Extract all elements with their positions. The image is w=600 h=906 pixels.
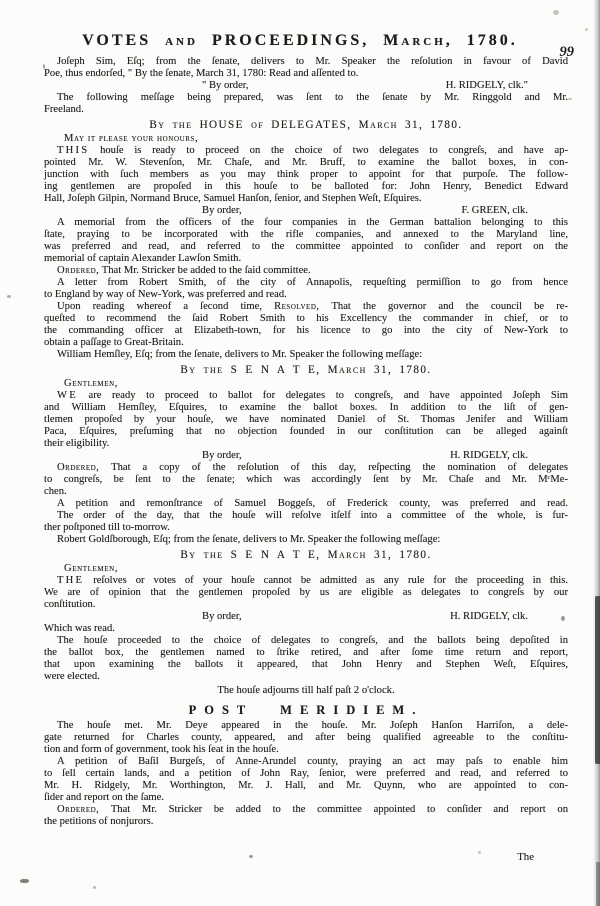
text-line: conſtitution. [44, 599, 96, 610]
text-line: The following meſſage being prepared, was ſent to the ſenate by Mr. Ringgold and Mr. [57, 92, 568, 103]
text-line: the ballot box, the gentlemen named to ſtrike retired, and after ſome time return and report, [44, 647, 568, 658]
scan-speck [585, 28, 588, 31]
text-line: their eligibility. [44, 438, 110, 449]
scan-speck [7, 295, 11, 298]
text-line: tion and form of government, took his ſeat in the houſe. [44, 744, 279, 755]
spaced-lead-word: THIS [57, 145, 90, 156]
text-line: the petitions of nonjurors. [44, 816, 154, 827]
document-body [44, 56, 568, 828]
text-line: the commanding officer at Elizabeth-town, for his licence to go into the city of New-York to [44, 325, 568, 336]
small-caps-word: Ordered, [57, 804, 100, 815]
clerk-signature: H. RIDGELY, clk. [450, 611, 528, 622]
text-line: THIS houſe is ready to proceed on the choice of two delegates to congreſs, and have ap- [57, 145, 568, 156]
by-order-label: By order, [202, 205, 242, 216]
text-line: to ſell certain lands, and a petition of John Ray, ſenior, were preferred and read, and referred to [44, 768, 568, 779]
text-line: tlemen propoſed by your houſe, we have nominated Daniel of St. Thomas Jenifer and William [44, 414, 568, 425]
scan-speck [561, 616, 565, 621]
text-line: ſider and report on the ſame. [44, 792, 165, 803]
text-line: gate returned for Charles county, appeared, and after being qualified agreeable to the conſtitu- [44, 732, 568, 743]
text-line: memorial of captain Alexander Lawſon Smith. [44, 253, 242, 264]
page-edge-shadow [593, 0, 600, 906]
scan-speck [478, 851, 481, 854]
text-line: Gentlemen, [64, 563, 119, 574]
text-line: By the S E N A T E, March 31, 1780. [180, 549, 432, 561]
page-number: 99 [559, 44, 574, 60]
text-line: THE reſolves or votes of your houſe cannot be admitted as any rule for the proceeding in this. [57, 575, 568, 586]
text-line: The order of the day, that the houſe will reſolve itſelf into a committee of the whole, is fur- [57, 510, 568, 521]
text-line: and William Hemſley, Eſquires, to examine the ballot boxes. In addition to the liſt of gen- [44, 402, 568, 413]
clerk-signature: H. RIDGELY, clk. [450, 450, 528, 461]
attestation-line [44, 611, 568, 623]
text-line: were elected. [44, 671, 100, 682]
scan-speck [249, 855, 253, 858]
small-caps-word: Ordered, [57, 462, 100, 473]
page-title: VOTES and PROCEEDINGS, March, 1780. [82, 32, 518, 49]
text-line: By the S E N A T E, March 31, 1780. [180, 364, 432, 376]
text-line: queſted to recommend the ſaid Robert Smith to his Excellency the commander in chief, or to [44, 313, 568, 324]
text-line: Hall, Joſeph Gilpin, Normand Bruce, Samuel Hanſon, ſenior, and Stephen Weſt, Eſquires. [44, 193, 422, 204]
text-line: WE are ready to proceed to ballot for delegates to congreſs, and have appointed Joſeph Sim [57, 390, 568, 401]
scan-gutter-mark-bottom [596, 862, 600, 906]
by-order-label: By order, [202, 611, 242, 622]
attestation-line [44, 205, 568, 217]
small-caps-word: Ordered, [57, 265, 100, 276]
text-line: Gentlemen, [64, 378, 119, 389]
text-line: to congreſs, be ſent to the ſenate; which was accordingly ſent by Mr. Chaſe and Mr. MᶜMe- [44, 474, 568, 485]
text-line: We are of opinion that the gentlemen propoſed by us are eligible as delegates to congreſs by our [44, 587, 568, 598]
text-line: The houſe adjourns till half paſt 2 o'clock. [217, 685, 395, 696]
attestation-line [44, 450, 568, 462]
page-header [0, 32, 600, 50]
text-line: Ordered, That Mr. Stricker be added to the committee appointed to conſider and report on [57, 804, 568, 815]
text-line: chen. [44, 486, 67, 497]
text-line: A petition and remonſtrance of Samuel Boggeſs, of Frederick county, was preferred and read. [57, 498, 568, 509]
text-line: ing gentlemen are propoſed in this houſe to be balloted for: John Henry, Benedict Edward [44, 181, 568, 192]
text-line: A letter from Robert Smith, of the city of Annapolis, requeſting permiſſion to go from hence [57, 277, 568, 288]
text-line: By the HOUSE of DELEGATES, March 31, 1780. [149, 119, 463, 131]
catchword: The [517, 851, 534, 863]
clerk-signature: F. GREEN, clk. [461, 205, 528, 216]
scan-speck [553, 10, 559, 15]
scan-speck [43, 64, 45, 69]
scan-speck [20, 879, 29, 883]
text-line: A memorial from the officers of the four companies in the German battalion belonging to this [57, 217, 568, 228]
text-line: Joſeph Sim, Eſq; from the ſenate, delivers to Mr. Speaker the reſolution in favour of David [57, 56, 568, 67]
text-line: William Hemſley, Eſq; from the ſenate, delivers to Mr. Speaker the following meſſage: [57, 349, 423, 360]
text-line: Upon reading whereof a ſecond time, Resolved, That the governor and the council be re- [57, 301, 568, 312]
text-line: to England by way of New-York, was preferred and read. [44, 289, 287, 300]
text-line: junction with ſuch members as you may think proper to appoint for that purpoſe. The follow- [44, 169, 568, 180]
text-line: ther poſtponed till to-morrow. [44, 522, 170, 533]
text-line: Robert Goldſborough, Eſq; from the ſenate, delivers to Mr. Speaker the following meſſage: [57, 534, 441, 545]
text-line: was preferred and read, and referred to the committee appointed to conſider and report on the [44, 241, 568, 252]
by-order-label: By order, [202, 450, 242, 461]
attestation-line [44, 80, 568, 92]
text-line: pointed Mr. W. Stevenſon, Mr. Chaſe, and Mr. Bruff, to examine the ballot boxes, in con- [44, 157, 568, 168]
text-line: Mr. H. Ridgely, Mr. Worthington, Mr. J. Hall, and Mr. Quynn, who are appointed to con- [44, 780, 568, 791]
text-line: Ordered, That a copy of the reſolution of this day, reſpecting the nomination of delegates [57, 462, 568, 473]
scan-speck [93, 886, 96, 889]
spaced-lead-word: WE [57, 390, 78, 401]
text-line: that upon examining the ballots it appeared, that John Henry and Stephen Weſt, Eſquires, [44, 659, 568, 670]
text-line: Poe, thus endorſed, " By the ſenate, March 31, 1780: Read and aſſented to. [44, 68, 359, 79]
text-line: ſtate, praying to be incorporated with the rifle companies, and annexed to the Maryland line, [44, 229, 568, 240]
text-line: Paca, Eſquires, preſuming that no objection founded in our conſtitution can be alleged againſt [44, 426, 568, 437]
clerk-signature: H. RIDGELY, clk." [445, 80, 528, 91]
text-line: Freeland. [44, 104, 84, 115]
text-line: May it please your honours, [64, 133, 199, 144]
text-line: obtain a paſſage to Great-Britain. [44, 337, 184, 348]
text-line: The houſe met. Mr. Deye appeared in the houſe. Mr. Joſeph Hanſon Harriſon, a dele- [57, 720, 568, 731]
text-line: Ordered, That Mr. Stricker be added to the ſaid committee. [57, 265, 311, 276]
scan-gutter-mark [595, 596, 600, 764]
small-caps-word: Resolved, [274, 301, 320, 312]
spaced-lead-word: THE [57, 575, 85, 586]
by-order-label: " By order, [202, 80, 249, 91]
text-line: A petition of Baſil Burgeſs, of Anne-Arundel county, praying an act may paſs to enable him [57, 756, 568, 767]
text-line: The houſe proceeded to the choice of delegates to congreſs, and the ballots being depoſited in [57, 635, 568, 646]
text-line: POST MERIDIEM. [188, 703, 424, 717]
scan-speck [568, 98, 572, 100]
text-line: Which was read. [44, 623, 115, 634]
